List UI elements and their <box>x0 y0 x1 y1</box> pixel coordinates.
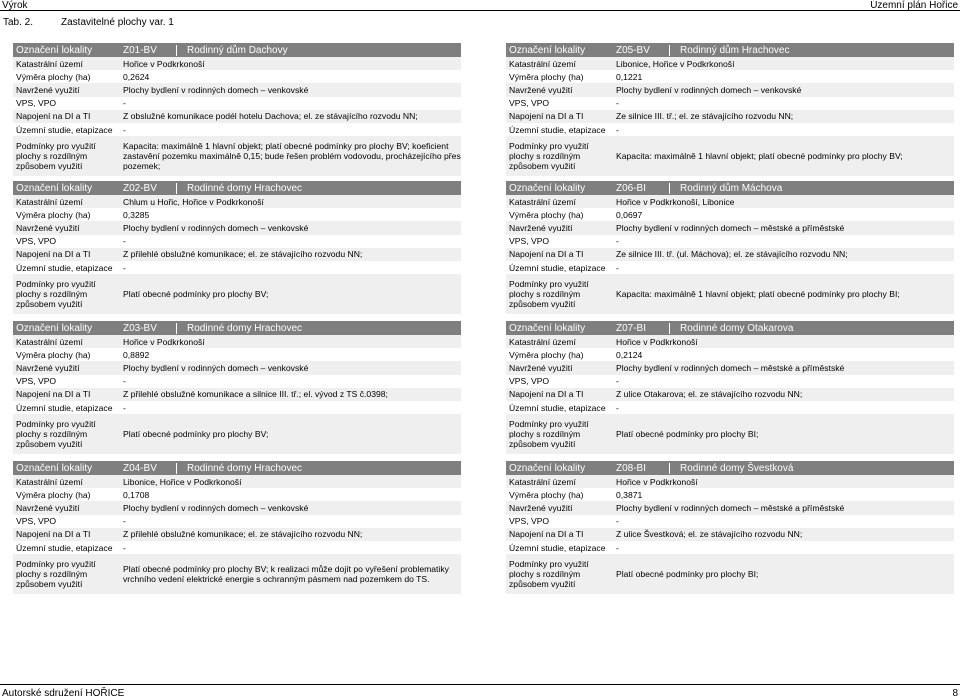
row-label: Výměra plochy (ha) <box>509 489 584 500</box>
row-value: Ze silnice III. tř. (ul. Máchova); el. ze stávajícího rozvodu NN; <box>616 249 848 260</box>
cadastral-row <box>506 475 954 488</box>
cadastral-row <box>13 195 461 208</box>
row-value: - <box>616 542 619 553</box>
row-label: VPS, VPO <box>509 376 550 387</box>
locality-code: Z07-BI <box>613 323 670 334</box>
connection-row <box>13 388 461 401</box>
vps-row <box>506 375 954 388</box>
cadastral-row <box>13 335 461 348</box>
row-value: Z obslužné komunikace podél hotelu Dachova; el. ze stávajícího rozvodu NN; <box>123 111 418 122</box>
conditions-row <box>506 414 954 454</box>
row-value: Plochy bydlení v rodinných domech – venkovské <box>123 502 309 513</box>
locality-code: Z02-BV <box>120 183 177 194</box>
conditions-row <box>13 136 461 176</box>
row-label: Výměra plochy (ha) <box>16 349 91 360</box>
row-value: - <box>123 98 126 109</box>
land-use-row <box>506 501 954 514</box>
locality-name: Rodinné domy Hrachovec <box>187 322 303 334</box>
connection-row <box>506 110 954 123</box>
page-header <box>0 0 960 11</box>
locality-card <box>13 321 461 454</box>
row-label: Výměra plochy (ha) <box>509 349 584 360</box>
conditions-label-line: způsobem využití <box>509 439 576 450</box>
row-label: Navržené využití <box>509 502 573 513</box>
row-label: Napojení na DI a TI <box>509 389 584 400</box>
row-label: Napojení na DI a TI <box>16 389 91 400</box>
locality-card <box>506 461 954 594</box>
header-left: Výrok <box>2 0 28 11</box>
row-value: - <box>123 376 126 387</box>
conditions-label <box>13 419 120 450</box>
conditions-label-line: způsobem využití <box>509 299 576 310</box>
locality-card <box>13 461 461 594</box>
page-number: 8 <box>952 688 958 699</box>
conditions-row <box>13 414 461 454</box>
connection-row <box>13 110 461 123</box>
locality-header <box>13 321 461 335</box>
locality-code: Z03-BV <box>120 323 177 334</box>
row-label: Katastrální území <box>16 196 83 207</box>
conditions-row <box>13 554 461 594</box>
row-label: VPS, VPO <box>16 98 57 109</box>
row-value: Hořice v Podkrkonoší <box>616 336 698 347</box>
row-label: Územní studie, etapizace <box>16 542 113 553</box>
row-label: VPS, VPO <box>16 516 57 527</box>
page-footer <box>0 684 960 699</box>
row-label: Územní studie, etapizace <box>16 402 113 413</box>
row-label: Navržené využití <box>509 84 573 95</box>
row-label: VPS, VPO <box>16 236 57 247</box>
row-label: Katastrální území <box>509 476 576 487</box>
locality-card <box>506 43 954 176</box>
row-value: Hořice v Podkrkonoší <box>616 476 698 487</box>
conditions-value: Platí obecné podmínky pro plochy BV; k realizaci může dojít po vyřešení problematiky vrchního vedení elektrické energie s ochranným pásmem nad pozemkem do TS. <box>123 564 449 585</box>
row-value: Z ulice Otakarova; el. ze stávajícího rozvodu NN; <box>616 389 803 400</box>
locality-label: Označení lokality <box>509 44 586 56</box>
conditions-label <box>13 141 120 172</box>
vps-row <box>506 515 954 528</box>
conditions-label <box>13 559 120 590</box>
row-value: - <box>123 124 126 135</box>
vps-row <box>506 97 954 110</box>
row-value: Plochy bydlení v rodinných domech – městské a příměstské <box>616 502 845 513</box>
conditions-label-line: plochy s rozdílným <box>16 151 88 162</box>
row-label: Územní studie, etapizace <box>509 542 606 553</box>
conditions-label-line: plochy s rozdílným <box>509 289 581 300</box>
row-label: Navržené využití <box>16 84 80 95</box>
row-value: 0,2124 <box>616 349 643 360</box>
area-row <box>506 348 954 361</box>
land-use-row <box>13 361 461 374</box>
row-label: Navržené využití <box>16 362 80 373</box>
row-label: Výměra plochy (ha) <box>509 209 584 220</box>
conditions-label-line: způsobem využití <box>16 439 83 450</box>
locality-header <box>506 461 954 475</box>
conditions-label <box>506 279 613 310</box>
row-value: - <box>123 262 126 273</box>
conditions-label <box>506 559 613 590</box>
row-value: Hořice v Podkrkonoší <box>123 58 205 69</box>
conditions-label-line: plochy s rozdílným <box>16 429 88 440</box>
locality-card <box>506 181 954 314</box>
row-label: Napojení na DI a TI <box>509 529 584 540</box>
conditions-label-line: Podmínky pro využití <box>16 418 96 429</box>
locality-label: Označení lokality <box>509 462 586 474</box>
row-value: 0,0697 <box>616 209 643 220</box>
row-value: Libonice, Hořice v Podkrkonoší <box>616 58 735 69</box>
row-value: - <box>616 262 619 273</box>
conditions-row <box>506 274 954 314</box>
vps-row <box>13 97 461 110</box>
study-row <box>506 401 954 414</box>
row-label: VPS, VPO <box>509 516 550 527</box>
row-label: Katastrální území <box>16 336 83 347</box>
conditions-value: Platí obecné podmínky pro plochy BI; <box>616 569 759 580</box>
row-value: - <box>616 124 619 135</box>
row-label: Navržené využití <box>16 502 80 513</box>
row-value: Z přilehlé obslužné komunikace a silnice III. tř.; el. vývod z TS č.0398; <box>123 389 388 400</box>
row-value: Chlum u Hořic, Hořice v Podkrkonoší <box>123 196 264 207</box>
connection-row <box>506 248 954 261</box>
vps-row <box>506 235 954 248</box>
row-value: 0,3285 <box>123 209 150 220</box>
locality-header <box>506 181 954 195</box>
locality-card <box>13 43 461 176</box>
row-label: Napojení na DI a TI <box>16 111 91 122</box>
conditions-label-line: Podmínky pro využití <box>509 140 589 151</box>
study-row <box>13 261 461 274</box>
row-label: Územní studie, etapizace <box>509 124 606 135</box>
row-label: Katastrální území <box>509 336 576 347</box>
study-row <box>506 123 954 136</box>
area-row <box>13 348 461 361</box>
footer-left: Autorské sdružení HOŘICE <box>2 688 125 699</box>
row-value: - <box>123 542 126 553</box>
conditions-label-line: způsobem využití <box>16 579 83 590</box>
land-use-row <box>13 501 461 514</box>
locality-label: Označení lokality <box>16 182 93 194</box>
area-row <box>506 208 954 221</box>
vps-row <box>13 375 461 388</box>
row-label: Katastrální území <box>509 58 576 69</box>
row-label: Výměra plochy (ha) <box>16 209 91 220</box>
locality-name: Rodinný dům Dachovy <box>187 44 288 56</box>
cadastral-row <box>506 57 954 70</box>
row-value: - <box>123 402 126 413</box>
locality-code: Z04-BV <box>120 463 177 474</box>
locality-name: Rodinný dům Hrachovec <box>680 44 790 56</box>
area-row <box>13 70 461 83</box>
conditions-row <box>506 136 954 176</box>
row-value: Hořice v Podkrkonoší <box>123 336 205 347</box>
row-value: Plochy bydlení v rodinných domech – městské a příměstské <box>616 222 845 233</box>
row-label: Katastrální území <box>509 196 576 207</box>
conditions-label-line: Podmínky pro využití <box>16 140 96 151</box>
land-use-row <box>13 221 461 234</box>
study-row <box>13 123 461 136</box>
row-value: Z ulice Švestková; el. ze stávajícího rozvodu NN; <box>616 529 803 540</box>
conditions-label-line: způsobem využití <box>16 161 83 172</box>
locality-label: Označení lokality <box>509 322 586 334</box>
area-row <box>13 208 461 221</box>
row-value: - <box>123 236 126 247</box>
locality-name: Rodinné domy Otakarova <box>680 322 794 334</box>
row-value: Plochy bydlení v rodinných domech – venkovské <box>616 84 802 95</box>
row-value: Libonice, Hořice v Podkrkonoší <box>123 476 242 487</box>
conditions-row <box>506 554 954 594</box>
row-label: VPS, VPO <box>509 236 550 247</box>
connection-row <box>13 248 461 261</box>
conditions-label-line: Podmínky pro využití <box>509 418 589 429</box>
locality-label: Označení lokality <box>16 462 93 474</box>
study-row <box>13 541 461 554</box>
conditions-value: Kapacita: maximálně 1 hlavní objekt; platí obecné podmínky pro plochy BI; <box>616 289 900 300</box>
locality-label: Označení lokality <box>16 44 93 56</box>
connection-row <box>506 528 954 541</box>
conditions-value: Kapacita: maximálně 1 hlavní objekt; platí obecné podmínky pro plochy BV; koeficient zastavění pozemku maximálně 0,15; bude řešen problém vodovodu, procházejícího přes pozemek; <box>123 141 461 172</box>
conditions-value: Platí obecné podmínky pro plochy BV; <box>123 429 269 440</box>
row-label: VPS, VPO <box>509 98 550 109</box>
conditions-label-line: Podmínky pro využití <box>509 278 589 289</box>
land-use-row <box>506 361 954 374</box>
row-label: Výměra plochy (ha) <box>16 489 91 500</box>
row-label: Navržené využití <box>509 362 573 373</box>
conditions-label-line: plochy s rozdílným <box>16 569 88 580</box>
locality-header <box>506 43 954 57</box>
row-value: - <box>616 98 619 109</box>
conditions-label <box>13 279 120 310</box>
row-label: Napojení na DI a TI <box>509 249 584 260</box>
row-label: Výměra plochy (ha) <box>16 71 91 82</box>
conditions-label-line: Podmínky pro využití <box>16 558 96 569</box>
row-label: Napojení na DI a TI <box>16 529 91 540</box>
cadastral-row <box>13 57 461 70</box>
connection-row <box>506 388 954 401</box>
conditions-label-line: způsobem využití <box>509 579 576 590</box>
locality-header <box>13 461 461 475</box>
land-use-row <box>13 83 461 96</box>
vps-row <box>13 235 461 248</box>
study-row <box>13 401 461 414</box>
row-value: Z přilehlé obslužné komunikace; el. ze stávajícího rozvodu NN; <box>123 249 363 260</box>
row-label: Územní studie, etapizace <box>509 262 606 273</box>
conditions-label-line: plochy s rozdílným <box>509 429 581 440</box>
locality-header <box>13 43 461 57</box>
conditions-label-line: plochy s rozdílným <box>509 151 581 162</box>
locality-card <box>506 321 954 454</box>
row-label: Výměra plochy (ha) <box>509 71 584 82</box>
cadastral-row <box>506 335 954 348</box>
row-label: Napojení na DI a TI <box>16 249 91 260</box>
row-value: Plochy bydlení v rodinných domech – venkovské <box>123 222 309 233</box>
conditions-label-line: plochy s rozdílným <box>509 569 581 580</box>
conditions-row <box>13 274 461 314</box>
study-row <box>506 541 954 554</box>
locality-name: Rodinný dům Máchova <box>680 182 783 194</box>
row-value: 0,8892 <box>123 349 150 360</box>
row-value: Ze silnice III. tř.; el. ze stávajícího rozvodu NN; <box>616 111 794 122</box>
locality-name: Rodinné domy Hrachovec <box>187 182 303 194</box>
land-use-row <box>506 221 954 234</box>
row-value: Plochy bydlení v rodinných domech – venkovské <box>123 362 309 373</box>
conditions-value: Kapacita: maximálně 1 hlavní objekt; platí obecné podmínky pro plochy BV; <box>616 151 903 162</box>
table-caption <box>3 17 174 28</box>
locality-header <box>506 321 954 335</box>
locality-card <box>13 181 461 314</box>
row-value: - <box>616 236 619 247</box>
cadastral-row <box>13 475 461 488</box>
row-value: 0,2624 <box>123 71 150 82</box>
locality-code: Z08-BI <box>613 463 670 474</box>
row-value: Hořice v Podkrkonoší, Libonice <box>616 196 735 207</box>
table-title: Zastavitelné plochy var. 1 <box>61 17 174 28</box>
conditions-label-line: Podmínky pro využití <box>509 558 589 569</box>
row-label: Územní studie, etapizace <box>16 124 113 135</box>
conditions-label-line: plochy s rozdílným <box>16 289 88 300</box>
row-label: Územní studie, etapizace <box>509 402 606 413</box>
conditions-label-line: způsobem využití <box>16 299 83 310</box>
locality-name: Rodinné domy Hrachovec <box>187 462 303 474</box>
row-label: Katastrální území <box>16 58 83 69</box>
land-use-row <box>506 83 954 96</box>
vps-row <box>13 515 461 528</box>
locality-name: Rodinné domy Švestková <box>680 462 794 474</box>
table-number: Tab. 2. <box>3 17 34 28</box>
header-right: Územní plán Hořice <box>870 0 958 11</box>
area-row <box>506 488 954 501</box>
row-value: Z přilehlé obslužné komunikace; el. ze stávajícího rozvodu NN; <box>123 529 363 540</box>
row-value: 0,1708 <box>123 489 150 500</box>
locality-code: Z05-BV <box>613 45 670 56</box>
row-label: Napojení na DI a TI <box>509 111 584 122</box>
row-label: VPS, VPO <box>16 376 57 387</box>
row-value: - <box>123 516 126 527</box>
row-value: 0,1221 <box>616 71 643 82</box>
area-row <box>506 70 954 83</box>
conditions-value: Platí obecné podmínky pro plochy BV; <box>123 289 269 300</box>
locality-code: Z06-BI <box>613 183 670 194</box>
row-value: - <box>616 402 619 413</box>
row-value: Plochy bydlení v rodinných domech – městské a příměstské <box>616 362 845 373</box>
study-row <box>506 261 954 274</box>
conditions-label <box>506 141 613 172</box>
conditions-value: Platí obecné podmínky pro plochy BI; <box>616 429 759 440</box>
conditions-label-line: Podmínky pro využití <box>16 278 96 289</box>
row-label: Územní studie, etapizace <box>16 262 113 273</box>
row-value: 0,3871 <box>616 489 643 500</box>
row-label: Navržené využití <box>16 222 80 233</box>
connection-row <box>13 528 461 541</box>
row-value: Plochy bydlení v rodinných domech – venkovské <box>123 84 309 95</box>
locality-label: Označení lokality <box>16 322 93 334</box>
row-value: - <box>616 516 619 527</box>
locality-header <box>13 181 461 195</box>
locality-code: Z01-BV <box>120 45 177 56</box>
area-row <box>13 488 461 501</box>
row-label: Katastrální území <box>16 476 83 487</box>
conditions-label <box>506 419 613 450</box>
row-value: - <box>616 376 619 387</box>
cadastral-row <box>506 195 954 208</box>
row-label: Navržené využití <box>509 222 573 233</box>
locality-label: Označení lokality <box>509 182 586 194</box>
conditions-label-line: způsobem využití <box>509 161 576 172</box>
